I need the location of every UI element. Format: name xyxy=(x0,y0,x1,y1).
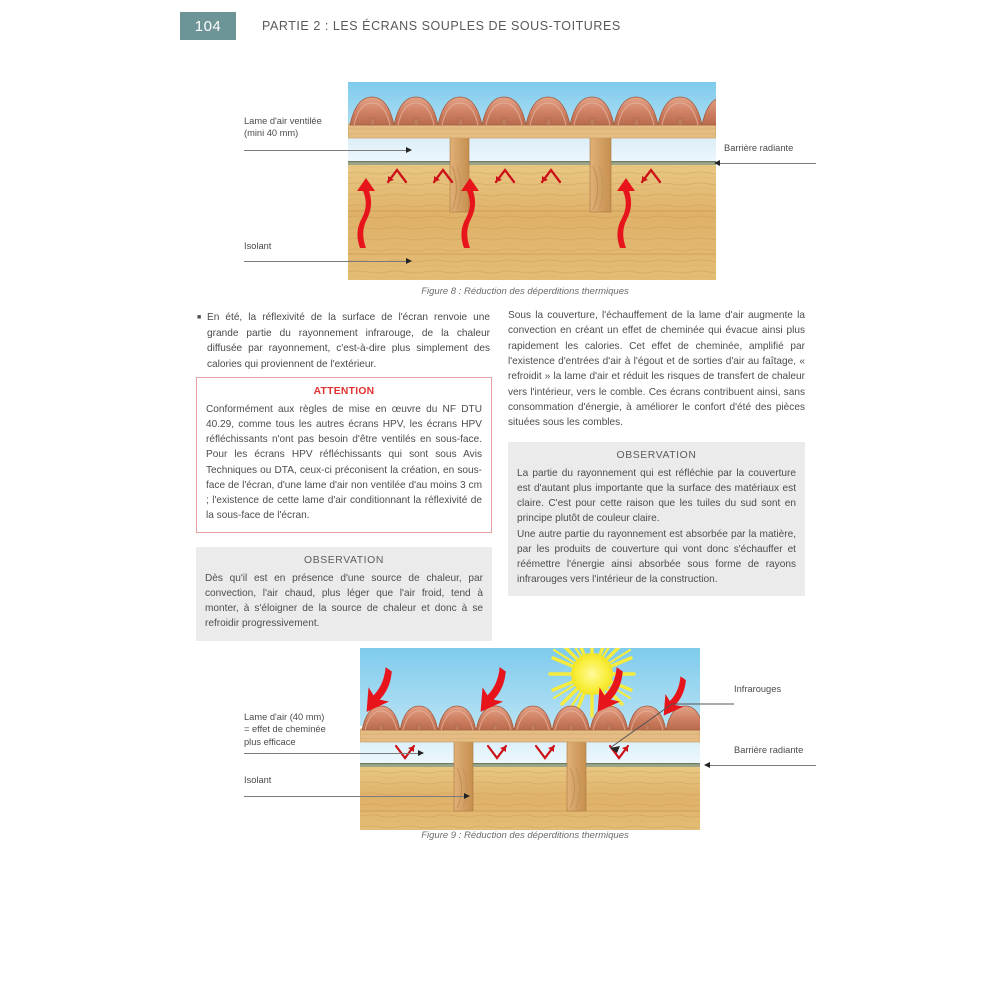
figure-8-arrow-insulation xyxy=(406,258,412,264)
figure-9-arrow-air-gap xyxy=(418,750,424,756)
figure-8-leader-radiant-barrier xyxy=(720,163,816,164)
right-column-paragraph: Sous la couverture, l'échauffement de la lame d'air augmente la convection en créant un effet de cheminée qui évacue ainsi plus rapidement les calories. Cet effet de cheminée, amplifié par l'existence d'entrées d'air à l'égout et de sorties d'air au faîtage, « refroidit » la lame d'air et réduit les risques de transfert de chaleur vers l'intérieur, vers le comble. Ces écrans contribuent ainsi, sans consommation d'énergie, à améliorer le confort d'été des pièces situées sous les combles. xyxy=(508,310,805,429)
figure-9-label-insulation: Isolant xyxy=(244,775,272,785)
figure-9-caption: Figure 9 : Réduction des déperditions thermiques xyxy=(421,830,629,841)
left-observation-paragraph: Dès qu'il est en présence d'une source de chaleur, par convection, l'air chaud, plus léger que l'air froid, tend à monter, à s'éloigner de la source de chaleur et donc à se refroidir progressivement. xyxy=(205,573,483,630)
bullet-paragraph: En été, la réflexivité de la surface de l'écran renvoie une grande partie du rayonnement infrarouge, de la chaleur diffusée par rayonnement, c'est-à-dire plus simplement des calories qui proviennent de l'extérieur. xyxy=(207,312,490,370)
figure-8-arrow-radiant-barrier xyxy=(714,160,720,166)
figure-9-label-air-gap-line1: Lame d'air (40 mm) xyxy=(244,712,325,722)
attention-box-paragraph: Conformément aux règles de mise en œuvre du NF DTU 40.29, comme tous les autres écrans HPV, les écrans HPV réfléchissants n'ont pas besoin d'être ventilés en sous-face. Pour les écrans HPV réfléchissants qui sont sous Avis Techniques ou DTA, ceux-ci préconisent la création, en sous-face de l'écran, d'une lame d'air non ventilée d'au moins 3 cm ; l'existence de cette lame d'air conditionnant la réflexivité de la sous-face de l'écran. xyxy=(206,404,482,521)
figure-9-label-infrared: Infrarouges xyxy=(734,684,782,694)
page-number-badge: 104 xyxy=(180,12,236,40)
figure-8-arrow-air-gap xyxy=(406,147,412,153)
figure-9-leader-air-gap xyxy=(244,753,420,754)
figure-8-label-air-gap-line2: (mini 40 mm) xyxy=(244,128,299,139)
figure-9-arrow-radiant-barrier xyxy=(704,762,710,768)
figure-9-label-air-gap xyxy=(244,711,326,748)
left-column-bullet-item xyxy=(197,310,490,373)
figure-9-leader-infrared xyxy=(604,700,734,770)
page-title: PARTIE 2 : LES ÉCRANS SOUPLES DE SOUS-TOITURES xyxy=(262,19,621,33)
right-observation-box-title: OBSERVATION xyxy=(616,450,697,461)
page-header xyxy=(180,12,621,40)
figure-8-label-radiant-barrier: Barrière radiante xyxy=(724,143,794,153)
figure-8-caption: Figure 8 : Réduction des déperditions thermiques xyxy=(421,286,629,297)
figure-8-leader-air-gap xyxy=(244,150,408,151)
attention-box-body xyxy=(206,402,482,523)
left-observation-box-title: OBSERVATION xyxy=(304,555,384,566)
figure-8-leader-insulation xyxy=(244,261,408,262)
attention-box-title: ATTENTION xyxy=(313,386,375,397)
figure-8-label-insulation: Isolant xyxy=(244,241,272,251)
figure-8 xyxy=(232,82,818,302)
left-observation-box xyxy=(196,547,492,641)
bullet-marker: ■ xyxy=(197,314,202,321)
right-observation-box xyxy=(508,442,805,596)
figure-9-label-radiant-barrier: Barrière radiante xyxy=(734,745,804,755)
figure-8-label-air-gap xyxy=(244,115,322,140)
figure-8-illustration xyxy=(348,82,716,280)
figure-9 xyxy=(232,648,818,848)
figure-9-label-air-gap-line3: plus efficace xyxy=(244,736,296,747)
attention-box xyxy=(196,377,492,533)
figure-9-arrow-insulation xyxy=(464,793,470,799)
figure-8-label-air-gap-line1: Lame d'air ventilée xyxy=(244,116,322,126)
right-observation-box-body xyxy=(517,466,796,587)
right-observation-paragraph-1: La partie du rayonnement qui est réfléchie par la couverture est d'autant plus importante que la surface des matériaux est claire. C'est pour cette raison que les tuiles du sud sont en principe plutôt de couleur claire. xyxy=(517,468,796,525)
right-observation-paragraph-2: Une autre partie du rayonnement est absorbée par la matière, par les produits de couverture qui vont donc s'échauffer et réémettre l'énergie ainsi absorbée sous forme de rayons infrarouges vers l'intérieur de la construction. xyxy=(517,528,796,585)
figure-9-label-air-gap-line2: = effet de cheminée xyxy=(244,724,326,735)
left-observation-box-body xyxy=(205,571,483,632)
figure-9-leader-insulation xyxy=(244,796,466,797)
figure-9-leader-radiant-barrier xyxy=(710,765,816,766)
